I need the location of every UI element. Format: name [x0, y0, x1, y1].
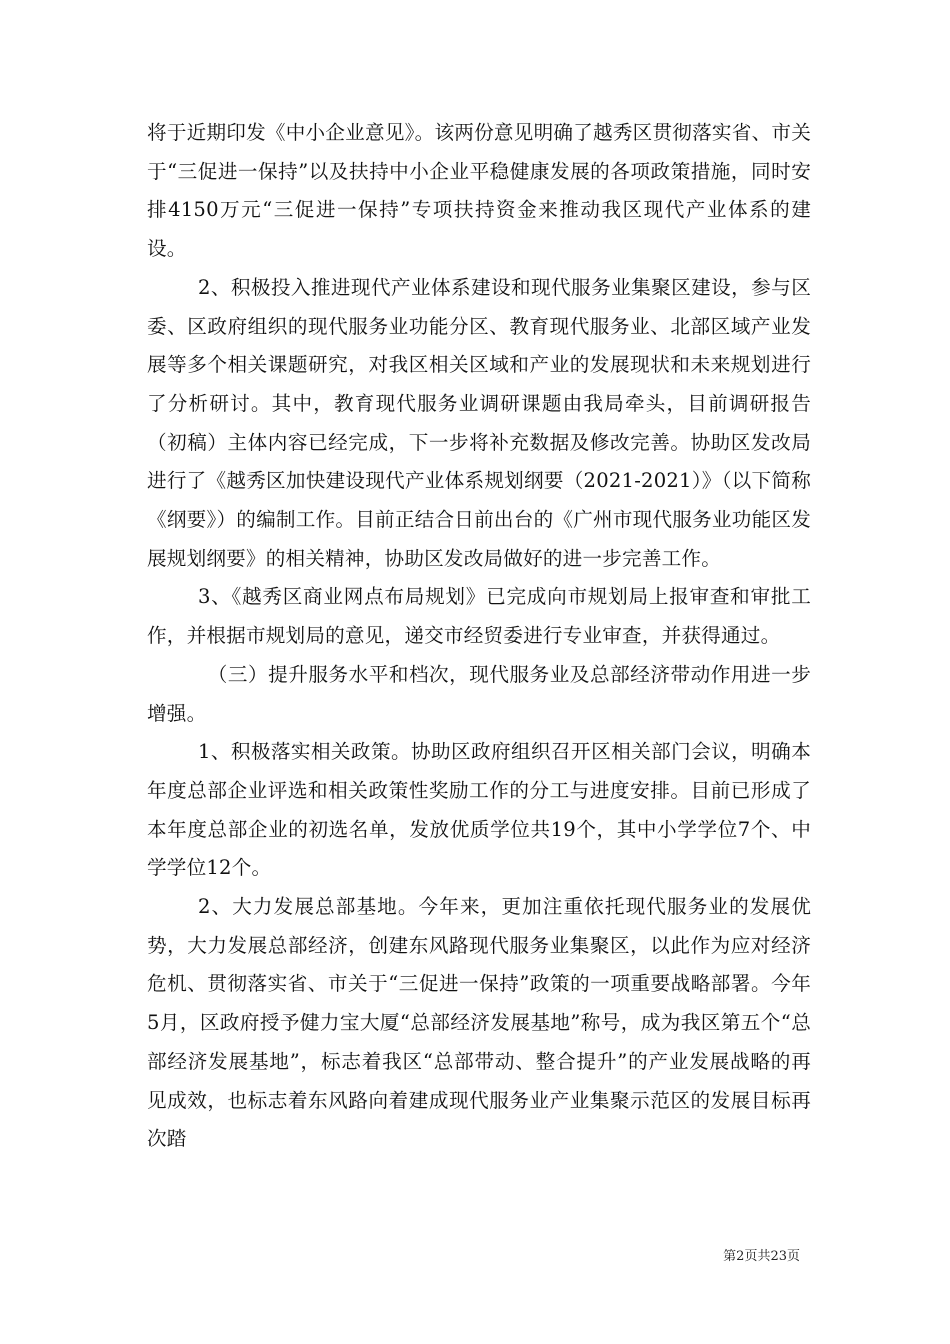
paragraph-subitem-1: 1、积极落实相关政策。协助区政府组织召开区相关部门会议，明确本年度总部企业评选和相关政策性奖励工作的分工与进度安排。目前已形成了本年度总部企业的初选名单，发放优质学位共19个，其中小学学位7个、中学学位12个。	[147, 740, 811, 880]
document-body	[147, 114, 811, 1159]
paragraph-subitem-2: 2、大力发展总部基地。今年来，更加注重依托现代服务业的发展优势，大力发展总部经济，创建东风路现代服务业集聚区，以此作为应对经济危机、贯彻落实省、市关于“三促进一保持”政策的一项重要战略部署。今年5月，区政府授予健力宝大厦“总部经济发展基地”称号，成为我区第五个“总部经济发展基地”，标志着我区“总部带动、整合提升”的产业发展战略的再见成效，也标志着东风路向着建成现代服务业产业集聚示范区的发展目标再次踏	[147, 895, 811, 1151]
page-number: 第2页共23页	[723, 1249, 800, 1264]
section-heading-3: （三）提升服务水平和档次，现代服务业及总部经济带动作用进一步增强。	[147, 662, 811, 725]
paragraph-continuation: 将于近期印发《中小企业意见》。该两份意见明确了越秀区贯彻落实省、市关于“三促进一保持”以及扶持中小企业平稳健康发展的各项政策措施，同时安排4150万元“三促进一保持”专项扶持资金来推动我区现代产业体系的建设。	[147, 121, 811, 261]
paragraph-item-2: 2、积极投入推进现代产业体系建设和现代服务业集聚区建设，参与区委、区政府组织的现代服务业功能分区、教育现代服务业、北部区域产业发展等多个相关课题研究，对我区相关区域和产业的发展现状和未来规划进行了分析研讨。其中，教育现代服务业调研课题由我局牵头，目前调研报告（初稿）主体内容已经完成，下一步将补充数据及修改完善。协助区发改局进行了《越秀区加快建设现代产业体系规划纲要（2021-2021）》（以下简称《纲要》）的编制工作。目前正结合日前出台的《广州市现代服务业功能区发展规划纲要》的相关精神，协助区发改局做好的进一步完善工作。	[147, 275, 811, 570]
paragraph-item-3: 3、《越秀区商业网点布局规划》已完成向市规划局上报审查和审批工作，并根据市规划局的意见，递交市经贸委进行专业审查，并获得通过。	[147, 585, 811, 648]
